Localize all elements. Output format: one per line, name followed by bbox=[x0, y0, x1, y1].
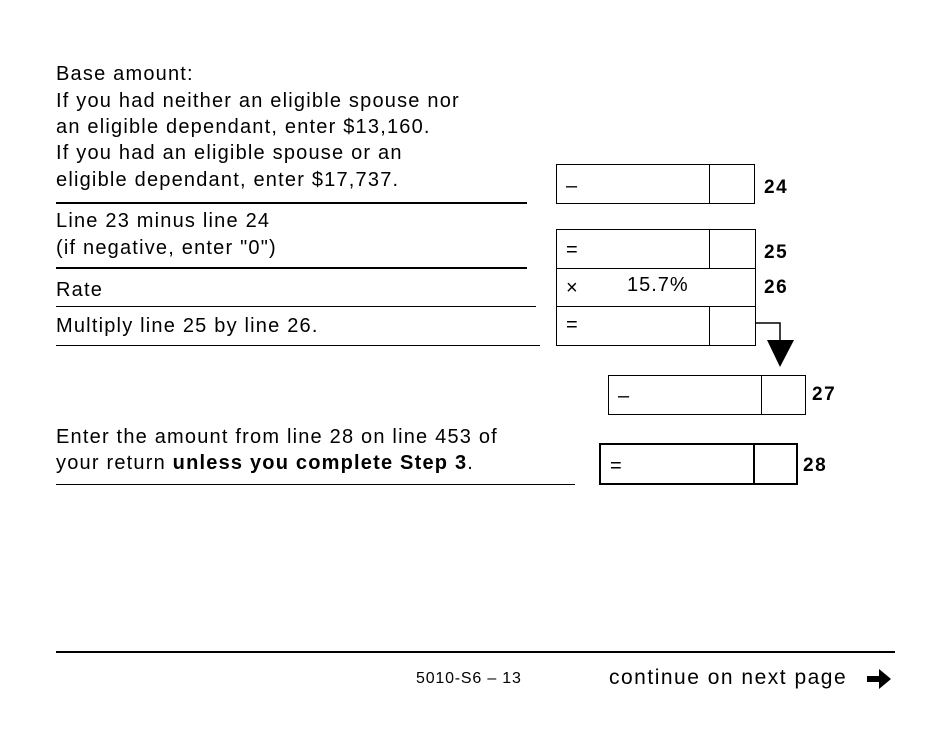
line-28-text1: Enter the amount from line 28 on line 453 of bbox=[56, 426, 498, 448]
cents-divider bbox=[709, 165, 710, 203]
line-28-text2-bold: unless you complete Step 3 bbox=[172, 452, 468, 474]
line-27-amount-field[interactable] bbox=[608, 375, 806, 415]
cents-divider bbox=[761, 376, 762, 414]
cents-divider bbox=[753, 445, 755, 483]
base-amount-line2: an eligible dependant, enter $13,160. bbox=[56, 116, 431, 138]
divider bbox=[56, 484, 575, 485]
divider bbox=[56, 202, 527, 204]
multiply-result-field[interactable] bbox=[556, 306, 756, 346]
footer-rule bbox=[56, 651, 895, 653]
line-number-28: 28 bbox=[803, 455, 828, 476]
line-number-25: 25 bbox=[764, 242, 789, 263]
line-number-27: 27 bbox=[812, 384, 837, 405]
line-number-24: 24 bbox=[764, 177, 789, 198]
line-24-amount-field[interactable] bbox=[556, 164, 755, 204]
multiply-operator: × bbox=[566, 277, 578, 299]
divider bbox=[56, 306, 536, 307]
cents-divider bbox=[709, 306, 710, 345]
base-amount-title: Base amount: bbox=[56, 63, 194, 85]
line-25-text1: Line 23 minus line 24 bbox=[56, 210, 271, 232]
base-amount-line1: If you had neither an eligible spouse nor bbox=[56, 90, 460, 112]
line-number-26: 26 bbox=[764, 277, 789, 298]
equals-operator: = bbox=[566, 314, 578, 336]
right-arrow-icon[interactable] bbox=[865, 667, 893, 691]
down-arrow-icon bbox=[750, 318, 800, 370]
base-amount-line4: eligible dependant, enter $17,737. bbox=[56, 169, 400, 191]
divider bbox=[56, 345, 540, 346]
line-28-text2 bbox=[56, 450, 474, 477]
multiply-text: Multiply line 25 by line 26. bbox=[56, 315, 319, 337]
minus-operator: – bbox=[618, 385, 630, 407]
line-25-text2: (if negative, enter "0") bbox=[56, 237, 277, 259]
line-28-text2-normal: your return bbox=[56, 452, 173, 474]
base-amount-line3: If you had an eligible spouse or an bbox=[56, 142, 403, 164]
line-28-text2-end: . bbox=[467, 452, 475, 474]
line-28-amount-field[interactable] bbox=[599, 443, 798, 485]
rate-label: Rate bbox=[56, 279, 104, 301]
divider bbox=[56, 267, 527, 269]
form-number: 5010-S6 – 13 bbox=[416, 670, 522, 687]
rate-field bbox=[556, 267, 756, 307]
continue-text: continue on next page bbox=[609, 666, 848, 689]
rate-value: 15.7% bbox=[627, 274, 689, 296]
cents-divider bbox=[709, 230, 710, 268]
equals-operator: = bbox=[610, 455, 622, 477]
line-25-amount-field[interactable] bbox=[556, 229, 756, 269]
minus-operator: – bbox=[566, 175, 578, 197]
equals-operator: = bbox=[566, 239, 578, 261]
